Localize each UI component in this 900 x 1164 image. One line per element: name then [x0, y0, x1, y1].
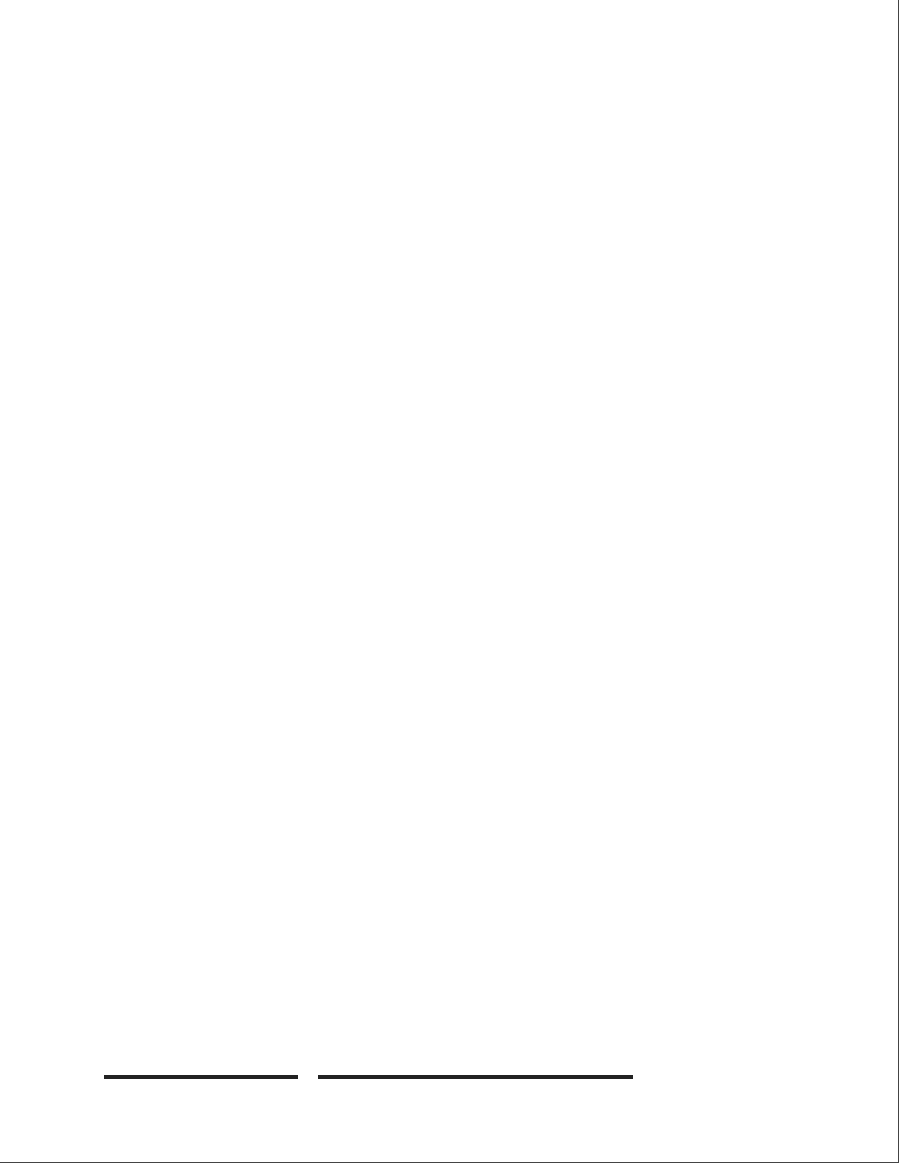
- brass-bracket: [318, 1075, 633, 1079]
- saxes-bracket: [104, 1075, 298, 1079]
